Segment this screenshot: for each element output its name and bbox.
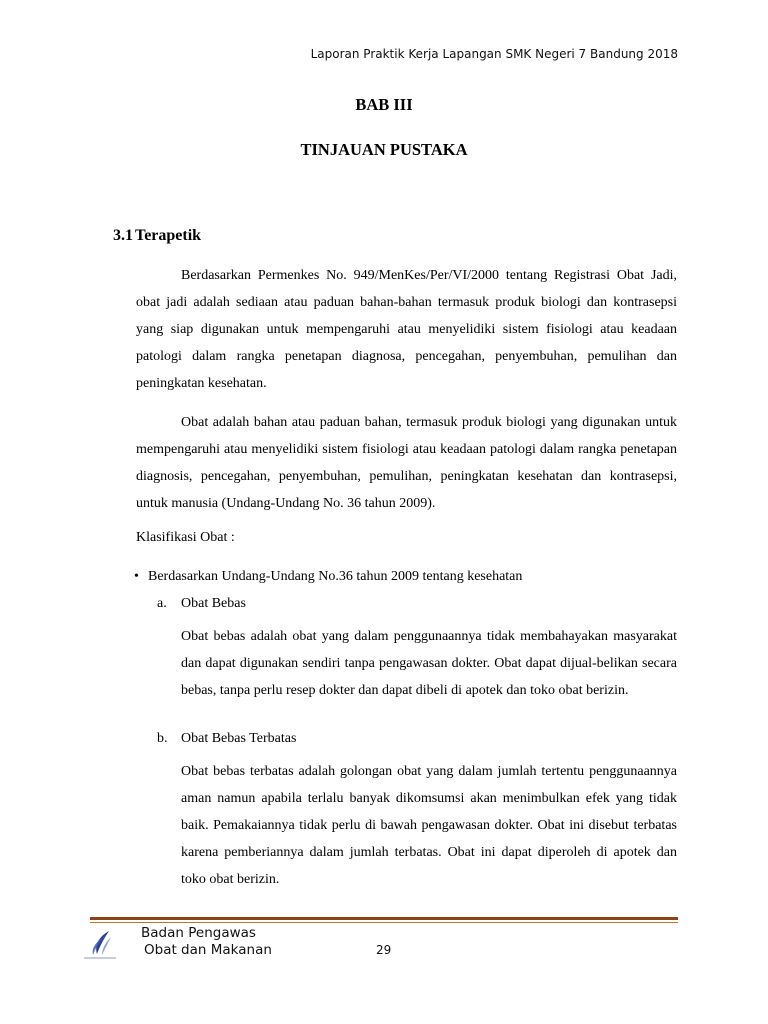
list-item-text: Obat bebas adalah obat yang dalam penggunaannya tidak membahayakan masyarakat dan dapat digunakan sendiri tanpa pengawasan dokter. Obat dapat dijual-belikan secara bebas, tanpa perlu resep dokter dan dapat dibeli di apotek dan toko obat berizin.	[181, 629, 677, 698]
paragraph-text: Berdasarkan Permenkes No. 949/MenKes/Per/VI/2000 tentang Registrasi Obat Jadi, obat jadi adalah sediaan atau paduan bahan-bahan termasuk produk biologi dan kontrasepsi yang siap digunakan untuk mempengaruhi atau menyelidiki sistem fisiologi atau keadaan patologi dalam rangka penetapan diagnosa, pencegahan, penyembuhan, pemulihan dan peningkatan kesehatan.	[136, 268, 677, 391]
section-heading	[113, 227, 201, 245]
list-item-text: Obat bebas terbatas adalah golongan obat yang dalam jumlah tertentu penggunaannya aman namun apabila terlalu banyak dikomsumsi akan menimbulkan efek yang tidak baik. Pemakaiannya tidak perlu di bawah pengawasan dokter. Obat ini disebut terbatas karena pemberiannya dalam jumlah terbatas. Obat ini dapat diperoleh di apotek dan toko obat berizin.	[181, 764, 677, 887]
bpom-logo-icon	[80, 928, 120, 962]
paragraph-text: Obat adalah bahan atau paduan bahan, termasuk produk biologi yang digunakan untuk mempengaruhi atau menyelidiki sistem fisiologi atau keadaan patologi dalam rangka penetapan diagnosis, pencegahan, penyembuhan, pemulihan, peningkatan kesehatan dan kontrasepsi, untuk manusia (Undang-Undang No. 36 tahun 2009).	[136, 415, 677, 511]
list-marker: b.	[157, 731, 168, 746]
list-item-title: Obat Bebas	[181, 596, 246, 611]
list-item-title: Obat Bebas Terbatas	[181, 731, 297, 746]
page-number: 29	[376, 943, 392, 957]
running-header: Laporan Praktik Kerja Lapangan SMK Negeri 7 Bandung 2018	[310, 47, 678, 61]
section-title: Terapetik	[135, 227, 202, 244]
chapter-number: BAB III	[355, 95, 413, 114]
classification-heading: Klasifikasi Obat :	[136, 530, 235, 545]
bullet-text: Berdasarkan Undang-Undang No.36 tahun 2009 tentang kesehatan	[148, 569, 523, 584]
footer-rule	[90, 917, 678, 920]
footer-rule-thin	[90, 922, 678, 923]
bullet-item	[134, 569, 522, 585]
list-item-label	[157, 731, 296, 747]
list-item-label	[157, 596, 246, 612]
paragraph	[136, 262, 677, 397]
paragraph	[136, 409, 677, 517]
chapter-title: TINJAUAN PUSTAKA	[300, 140, 468, 159]
bullet-icon: •	[134, 569, 139, 584]
section-number: 3.1	[113, 227, 133, 244]
list-marker: a.	[157, 596, 167, 611]
footer-organization	[141, 925, 272, 959]
org-line2: Obat dan Makanan	[144, 942, 272, 958]
org-line1: Badan Pengawas	[141, 925, 256, 941]
